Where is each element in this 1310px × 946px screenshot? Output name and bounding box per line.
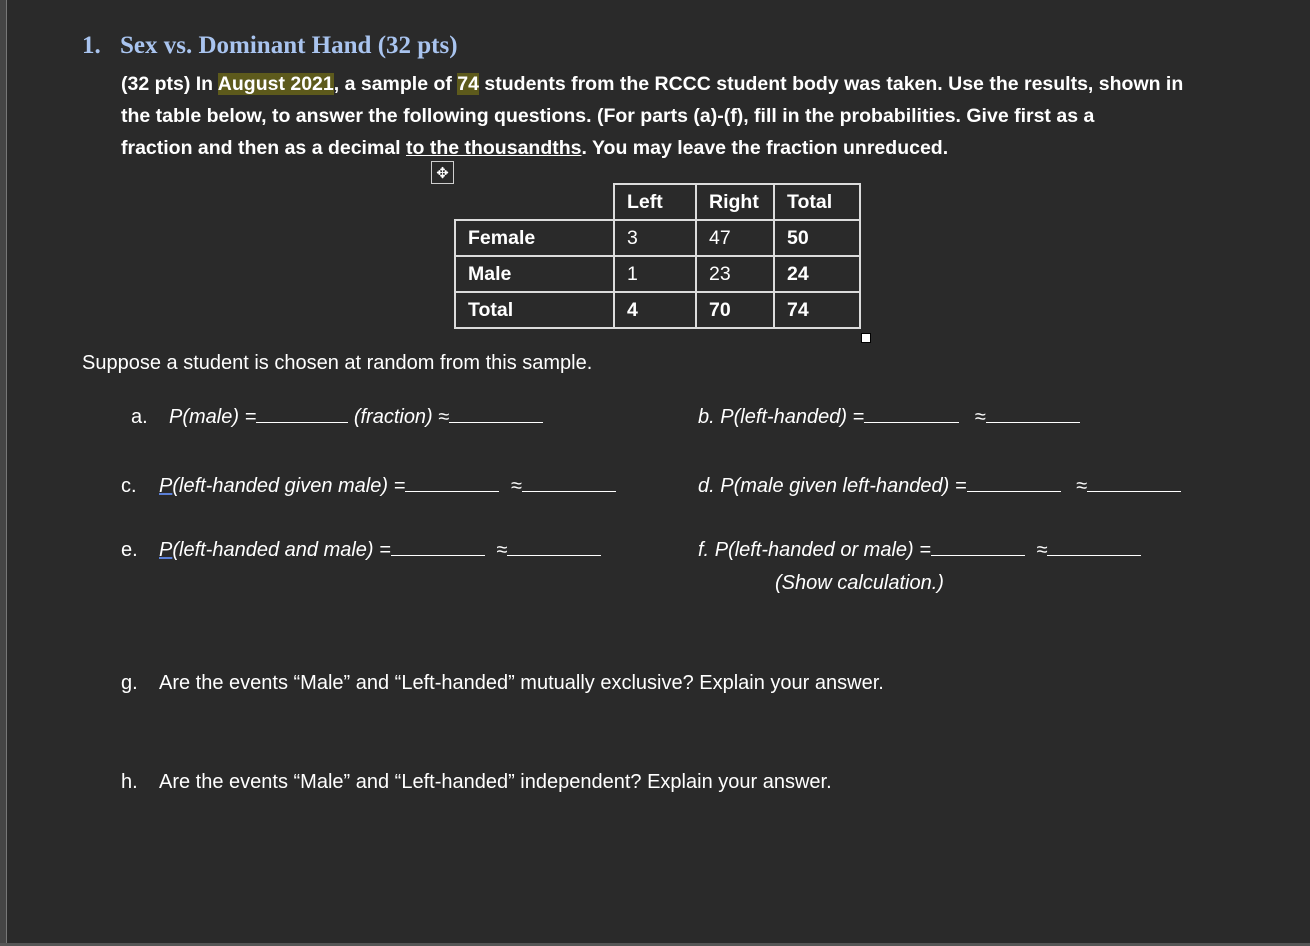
table-corner-cell [455,184,614,220]
answer-blank-fraction[interactable] [967,475,1061,492]
question-text: P(male given left-handed) = [720,475,967,497]
question-a [131,406,543,429]
table-cell: 70 [696,292,774,328]
answer-blank-decimal[interactable] [507,539,601,556]
table-resize-handle[interactable] [861,333,871,343]
question-letter: f. [698,539,710,561]
highlighted-date: August 2021 [217,73,334,95]
question-text: (left-handed given male) = [172,475,406,497]
question-d [698,475,1181,498]
question-p: P [159,539,173,561]
question-e [121,539,601,562]
table-cell: 3 [614,220,696,256]
intro-lead: (32 pts) In [121,73,218,95]
left-page-edge [0,0,7,946]
question-f-note: (Show calculation.) [775,572,944,594]
highlighted-count: 74 [457,73,479,95]
problem-title: Sex vs. Dominant Hand (32 pts) [120,32,458,59]
answer-blank-decimal[interactable] [1087,475,1181,492]
row-label: Total [455,292,614,328]
intro-line3-pre: fraction and then as a decimal [121,137,406,159]
table-cell: 47 [696,220,774,256]
answer-blank-fraction[interactable] [864,406,959,423]
problem-number: 1. [82,32,101,59]
question-f [698,539,1141,562]
answer-blank-fraction[interactable] [391,539,485,556]
underlined-precision: to the thousandths [406,137,582,159]
scenario-text: Suppose a student is chosen at random from this sample. [82,352,593,374]
question-letter: d. [698,475,715,497]
answer-blank-decimal[interactable] [1047,539,1141,556]
answer-blank-decimal[interactable] [522,475,616,492]
header-right: Right [696,184,774,220]
row-label: Male [455,256,614,292]
question-text: Are the events “Male” and “Left-handed” independent? Explain your answer. [159,771,832,793]
intro-mid: , a sample of [333,73,458,95]
table-row [455,256,860,292]
header-total: Total [774,184,860,220]
header-left: Left [614,184,696,220]
table-cell: 74 [774,292,860,328]
question-letter: e. [121,539,138,561]
question-mid-text: ≈ [1036,539,1048,561]
question-letter: b. [698,406,715,428]
instructions-line-3 [121,132,1271,164]
question-text: (left-handed and male) = [172,539,391,561]
table-row [455,220,860,256]
question-h [121,771,832,794]
question-letter: a. [131,406,148,428]
intro-line3-post: . You may leave the fraction unreduced. [581,137,949,159]
answer-blank-fraction[interactable] [256,406,348,423]
question-letter: g. [121,672,138,694]
row-label: Female [455,220,614,256]
table-header-row [455,184,860,220]
table-cell: 1 [614,256,696,292]
answer-blank-fraction[interactable] [931,539,1025,556]
question-mid-text: ≈ [974,406,986,428]
question-p: P [159,475,173,497]
intro-tail: students from the RCCC student body was taken. Use the results, shown in [479,73,1184,95]
answer-blank-decimal[interactable] [986,406,1080,423]
instructions-line-2: the table below, to answer the following questions. (For parts (a)-(f), fill in the probabilities. Give first as a [121,105,1095,127]
question-mid-text: ≈ [496,539,508,561]
question-mid-text: ≈ [1076,475,1088,497]
question-letter: h. [121,771,138,793]
answer-blank-decimal[interactable] [449,406,543,423]
instructions-line-1 [121,68,1271,100]
answer-blank-fraction[interactable] [405,475,499,492]
question-mid-text: (fraction) ≈ [353,406,450,428]
question-mid-text: ≈ [510,475,522,497]
table-row [455,292,860,328]
problem-instructions [121,68,1271,164]
table-cell: 50 [774,220,860,256]
question-text: P(left-handed or male) = [714,539,931,561]
table-cell: 24 [774,256,860,292]
question-letter: c. [121,475,137,497]
question-text: P(left-handed) = [720,406,865,428]
question-text: P(male) = [169,406,257,428]
question-b [698,406,1080,429]
contingency-table [454,183,861,329]
table-cell: 23 [696,256,774,292]
question-c [121,475,616,498]
question-g [121,672,884,695]
problem-heading [82,32,458,60]
table-cell: 4 [614,292,696,328]
question-text: Are the events “Male” and “Left-handed” mutually exclusive? Explain your answer. [159,672,884,694]
table-move-handle-icon[interactable]: ✥ [431,161,454,184]
